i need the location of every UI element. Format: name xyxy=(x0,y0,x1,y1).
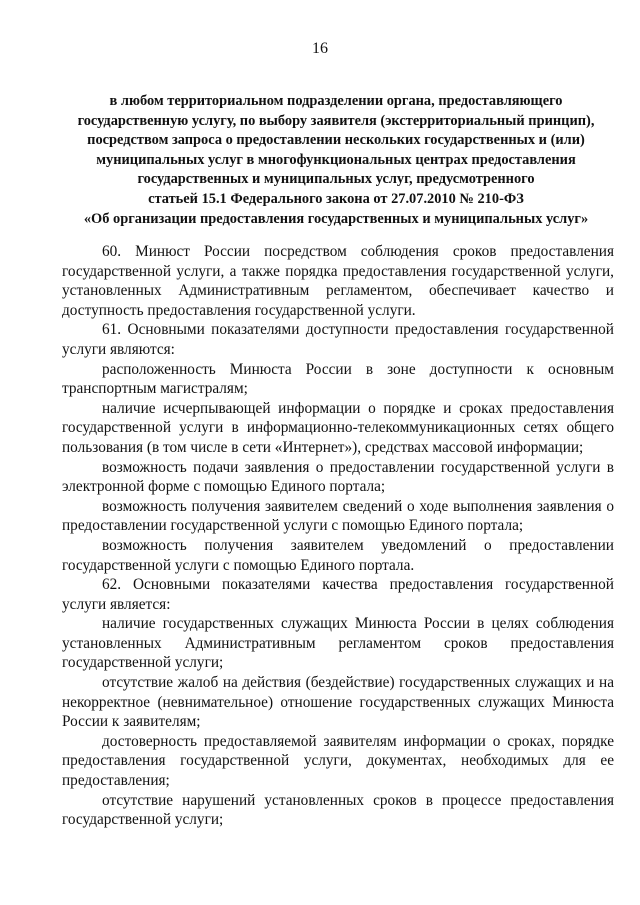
heading-line: «Об организации предоставления государственных и муниципальных услуг» xyxy=(83,210,589,227)
list-item: возможность получения заявителем сведений о ходе выполнения заявления о предоставлении государственной услуги с помощью Единого портала; xyxy=(62,497,614,535)
list-item: возможность получения заявителем уведомлений о предоставлении государственной услуги с помощью Единого портала. xyxy=(62,536,614,574)
heading-line: государственных и муниципальных услуг, предусмотренного xyxy=(137,171,535,188)
paragraph-61: 61. Основными показателями доступности предоставления государственной услуги являются: xyxy=(62,321,614,358)
heading-line: статьей 15.1 Федерального закона от 27.07.2010 № 210-ФЗ xyxy=(148,190,524,207)
page-number: 16 xyxy=(312,40,328,57)
heading-line: посредством запроса о предоставлении нескольких государственных и (или) xyxy=(87,132,585,149)
section-heading xyxy=(56,92,616,229)
heading-line: государственную услугу, по выбору заявителя (экстерриториальный принцип), xyxy=(77,112,595,129)
list-item: расположенность Минюста России в зоне доступности к основным транспортным магистралям; xyxy=(62,360,614,398)
list-item: достоверность предоставляемой заявителям информации о сроках, порядке предоставления государственной услуги, документах, необходимых для ее предоставления; xyxy=(62,732,614,790)
list-item: отсутствие нарушений установленных сроков в процессе предоставления государственной услуги; xyxy=(62,791,614,829)
list-item: возможность подачи заявления о предоставлении государственной услуги в электронной форме с помощью Единого портала; xyxy=(62,458,614,496)
heading-line: в любом территориальном подразделении органа, предоставляющего xyxy=(109,93,563,109)
body-text xyxy=(62,242,614,830)
paragraph-62: 62. Основными показателями качества предоставления государственной услуги является: xyxy=(62,576,614,613)
list-item: наличие государственных служащих Минюста России в целях соблюдения установленных Административным регламентом сроков предоставления государственной услуги; xyxy=(62,615,614,672)
list-item: наличие исчерпывающей информации о порядке и сроках предоставления государственной услуги в информационно-телекоммуникационных сетях общего пользования (в том числе в сети «Интернет»), средствах массовой информации; xyxy=(62,399,614,456)
heading-line: муниципальных услуг в многофункциональных центрах предоставления xyxy=(96,151,576,168)
paragraph-60: 60. Минюст России посредством соблюдения сроков предоставления государственной услуги, а также порядка предоставления государственной услуги, установленных Административным регламентом, обеспечивает качество и доступность предоставления государственной услуги. xyxy=(62,243,614,319)
list-item: отсутствие жалоб на действия (бездействие) государственных служащих и на некорректное (невнимательное) отношение государственных служащих Минюста России к заявителям; xyxy=(62,674,614,731)
